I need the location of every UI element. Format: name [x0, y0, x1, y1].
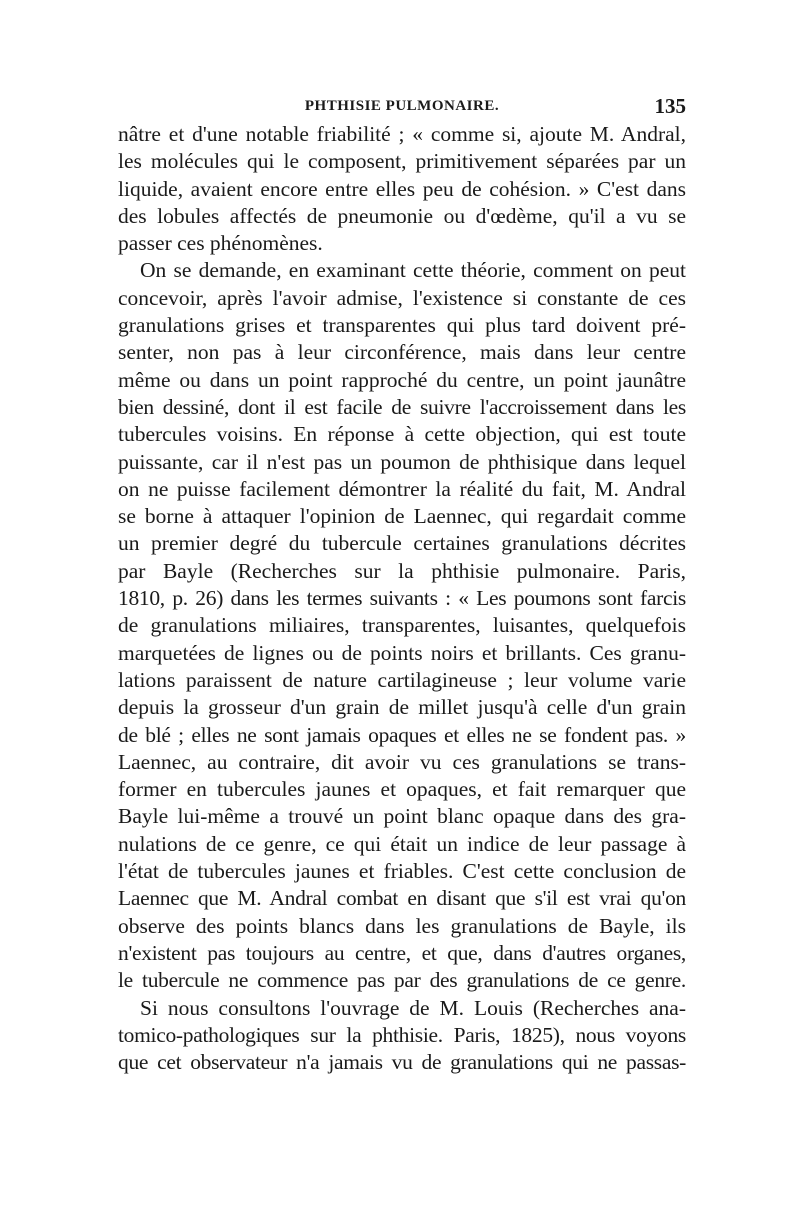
text-line: bien dessiné, dont il est facile de suivre l'accroissement dans les [118, 394, 686, 419]
running-head [118, 94, 686, 118]
text-line: observe des points blancs dans les granulations de Bayle, ils [118, 913, 686, 938]
text-line: par Bayle (Recherches sur la phthisie pulmonaire. Paris, [118, 558, 686, 583]
text-line: de blé ; elles ne sont jamais opaques et elles ne se fondent pas. » [118, 722, 686, 747]
text-line: lations paraissent de nature cartilagineuse ; leur volume varie [118, 667, 686, 692]
text-line: que cet observateur n'a jamais vu de granulations qui ne passas- [118, 1050, 686, 1075]
text-line: Laennec, au contraire, dit avoir vu ces granulations se trans- [118, 749, 686, 774]
text-line: tubercules voisins. En réponse à cette objection, qui est toute [118, 422, 686, 447]
text-line: on ne puisse facilement démontrer la réalité du fait, M. Andral [118, 476, 686, 501]
running-title: PHTHISIE PULMONAIRE. [304, 98, 500, 114]
text-line: des lobules affectés de pneumonie ou d'œdème, qu'il a vu se [118, 203, 686, 228]
text-line: granulations grises et transparentes qui plus tard doivent pré- [118, 313, 686, 338]
page-number: 135 [654, 94, 686, 118]
text-line: senter, non pas à leur circonférence, mais dans leur centre [118, 340, 686, 365]
text-line: même ou dans un point rapproché du centre, un point jaunâtre [118, 367, 686, 392]
text-line: 1810, p. 26) dans les termes suivants : « Les poumons sont farcis [118, 586, 686, 611]
text-line: liquide, avaient encore entre elles peu de cohésion. » C'est dans [118, 176, 686, 201]
text-line: depuis la grosseur d'un grain de millet jusqu'à celle d'un grain [118, 695, 686, 720]
text-line: le tubercule ne commence pas par des granulations de ce genre. [118, 968, 686, 993]
text-line: les molécules qui le composent, primitivement séparées par un [118, 149, 686, 174]
text-line: marquetées de lignes ou de points noirs et brillants. Ces granu- [118, 640, 686, 665]
text-line: puissante, car il n'est pas un poumon de phthisique dans lequel [118, 449, 686, 474]
text-line: tomico-pathologiques sur la phthisie. Paris, 1825), nous voyons [118, 1022, 686, 1047]
text-line: un premier degré du tubercule certaines granulations décrites [118, 531, 686, 556]
text-line: n'existent pas toujours au centre, et que, dans d'autres organes, [118, 940, 686, 965]
text-line: On se demande, en examinant cette théorie, comment on peut [140, 258, 686, 283]
text-line: Bayle lui-même a trouvé un point blanc opaque dans des gra- [118, 804, 686, 829]
text-line: l'état de tubercules jaunes et friables. C'est cette conclusion de [118, 859, 686, 884]
text-line: former en tubercules jaunes et opaques, et fait remarquer que [118, 777, 686, 802]
text-line: se borne à attaquer l'opinion de Laennec, qui regardait comme [118, 504, 686, 529]
text-line: nâtre et d'une notable friabilité ; « comme si, ajoute M. Andral, [118, 122, 686, 146]
text-line: passer ces phénomènes. [118, 231, 323, 256]
text-line: nulations de ce genre, ce qui était un indice de leur passage à [118, 831, 686, 856]
text-line: Si nous consultons l'ouvrage de M. Louis (Recherches ana- [140, 995, 686, 1020]
text-line: concevoir, après l'avoir admise, l'existence si constante de ces [118, 285, 686, 310]
text-line: de granulations miliaires, transparentes, luisantes, quelquefois [118, 613, 686, 638]
text-line: Laennec que M. Andral combat en disant que s'il est vrai qu'on [118, 886, 686, 911]
body-text [118, 121, 686, 1076]
